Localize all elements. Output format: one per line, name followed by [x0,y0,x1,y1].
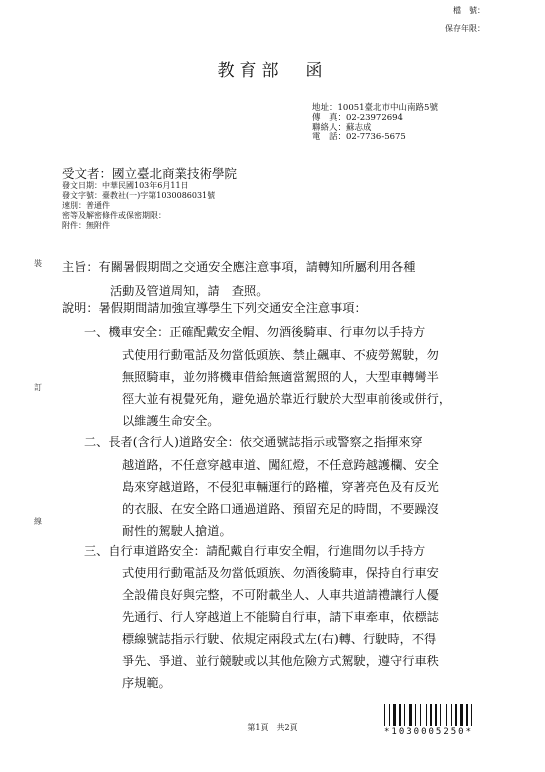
margin-mark-bind: 裝 [34,259,42,268]
item3-line: 式使用行動電話及勿當低頭族、勿酒後騎車，保持自行車安 [122,566,439,580]
issue-number: 發文字號：臺教社(一)字第1030086031號 [62,191,216,200]
explanation-heading: 說明：暑假期間請加強宣導學生下列交通安全注意事項： [62,301,367,315]
barcode-bar [406,704,408,726]
item3-line: 三、自行車道路安全：請配戴自行車安全帽，行進間勿以手持方 [84,544,426,558]
fax-line: 傳 真：02-23972694 [312,112,403,123]
barcode-bar [440,704,441,726]
item1-line: 一、機車安全：正確配戴安全帽、勿酒後騎車、行車勿以手持方 [84,325,426,339]
file-number-label: 檔 號： [453,6,485,15]
barcode-bar [458,704,459,726]
recipient: 受文者：國立臺北商業技術學院 [62,166,238,181]
barcode-bar [438,704,439,726]
item2-line: 的衣服、在安全路口通過道路、預留充足的時間，不要躁沒 [122,502,439,516]
speed-class: 速別：普通件 [62,201,110,210]
barcode-bar [433,704,434,726]
barcode-bar [402,704,403,726]
address-line: 地址：10051臺北市中山南路5號 [312,103,438,113]
address-block [312,104,438,143]
barcode-bar [420,704,421,726]
subject-line-2: 活動及管道周知，請 查照。 [110,284,269,298]
contact-line: 聯絡人：蘇志成 [312,122,372,133]
document-title: 教育部 函 [217,61,328,81]
barcode-bar [393,704,396,726]
barcode-bar [384,704,385,726]
retention-period-label: 保存年限： [445,24,485,33]
meta-block [62,181,215,231]
page-number: 第1頁 共2頁 [247,723,298,732]
item3-line: 爭先、爭道、並行競駛或以其他危險方式駕駛，遵守行車秩 [122,654,439,668]
barcode-bar [471,704,472,726]
barcode-bar [455,704,457,726]
barcode-bar [446,704,447,726]
barcode-bar [417,704,419,726]
item2-line: 耐性的駕駛人搶道。 [122,524,232,538]
margin-mark-stitch: 訂 [34,383,42,392]
item3-line: 標線號誌指示行駛、依規定兩段式左(右)轉、行駛時，不得 [122,632,437,646]
barcode-bar [389,704,390,726]
barcode-bar [466,704,468,726]
subject-line-1: 主旨：有關暑假期間之交通安全應注意事項，請轉知所屬利用各種 [62,260,416,274]
barcode-bar [430,704,432,726]
barcode-bar [386,704,388,726]
item2-line: 越道路，不任意穿越車道、闖紅燈，不任意跨越護欄、安全 [122,458,439,472]
barcode-bar [442,704,445,726]
attachment: 附件：無附件 [62,221,110,230]
item3-line: 先通行、行人穿越道上不能騎自行車，請下車牽車，依標誌 [122,610,439,624]
barcode-bar [404,704,405,726]
margin-mark-line: 線 [34,517,42,526]
barcode-bar [415,704,416,726]
barcode-bar [413,704,414,726]
barcode-bar [422,704,425,726]
barcode-number: *1030005250* [384,727,474,737]
barcode-bar [464,704,465,726]
item1-line: 徑大並有視覺死角，避免過於靠近行駛於大型車前後或併行， [122,392,452,406]
barcode-bar [426,704,427,726]
item1-line: 式使用行動電話及勿當低頭族、禁止飆車、不疲勞駕駛，勿 [122,348,439,362]
secrecy-level: 密等及解密條件或保密期限： [62,211,166,220]
phone-line: 電 話：02-7736-5675 [312,132,406,143]
item3-line: 全設備良好與完整，不可附載坐人、人車共道請禮讓行人優 [122,588,439,602]
barcode-bar [460,704,463,726]
item1-line: 以維護生命安全。 [122,414,220,428]
barcode-bar [428,704,429,726]
barcode-bar [399,704,401,726]
barcode-bar [391,704,392,726]
item3-line: 序規範。 [122,676,171,690]
barcode-bar [469,704,470,726]
barcode-bar [435,704,437,726]
barcode-bar [448,704,450,726]
barcode-bar [409,704,412,726]
barcode-bar [397,704,398,726]
item2-line: 二、長者(含行人)道路安全：依交通號誌指示或警察之指揮來穿 [84,435,423,449]
barcode-bar [453,704,454,726]
issue-date: 發文日期：中華民國103年6月11日 [62,181,189,190]
barcode-image [384,704,484,726]
item2-line: 島來穿越道路，不侵犯車輛運行的路權，穿著亮色及有反光 [122,480,439,494]
barcode-bar [451,704,452,726]
item1-line: 無照騎車，並勿將機車借給無適當駕照的人，大型車轉彎半 [122,370,439,384]
